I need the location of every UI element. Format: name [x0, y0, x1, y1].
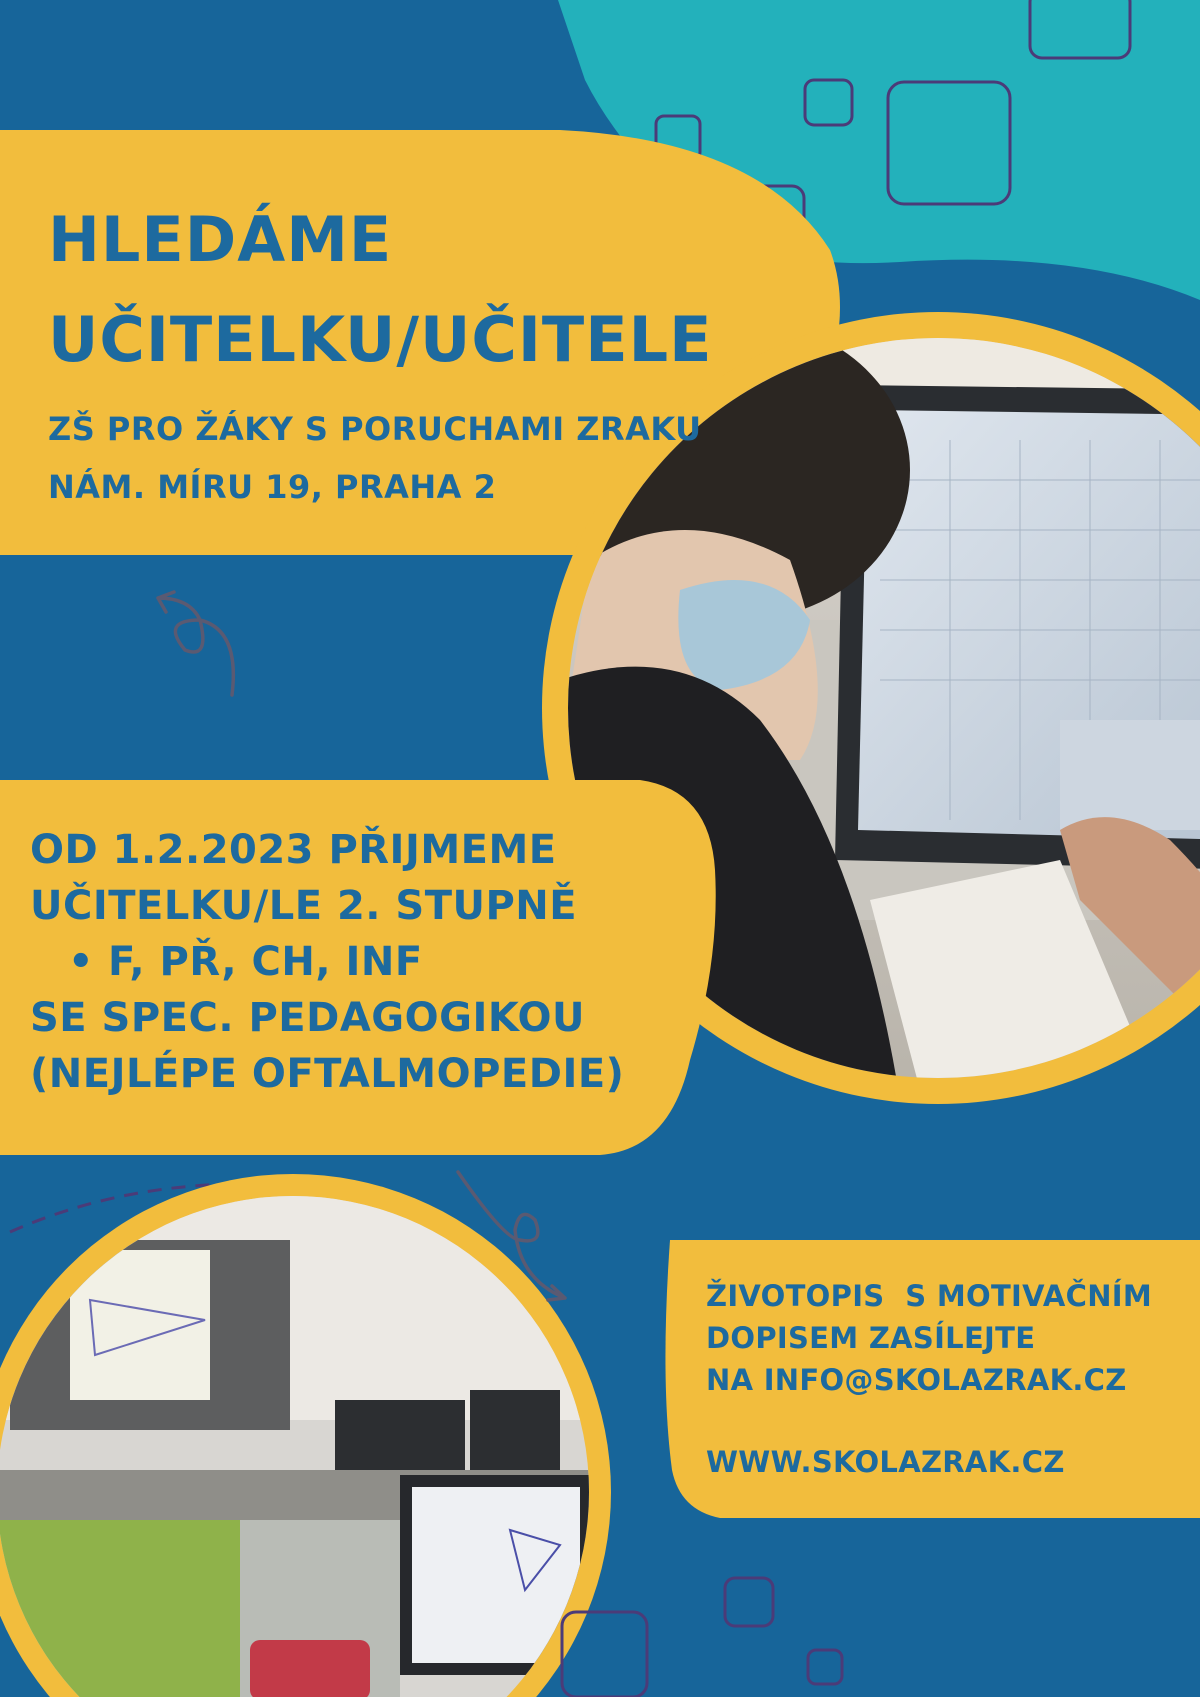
contact-line-2: DOPISEM ZASÍLEJTE — [706, 1321, 1036, 1355]
school-name: ZŠ PRO ŽÁKY S PORUCHAMI ZRAKU — [48, 410, 702, 448]
headline-line-1: HLEDÁME — [48, 203, 393, 276]
curly-arrow-icon — [158, 592, 233, 695]
headline-line-2: UČITELKU/UČITELE — [48, 303, 713, 376]
contact-line-1: ŽIVOTOPIS S MOTIVAČNÍM — [706, 1279, 1153, 1313]
contact-info — [706, 1275, 1152, 1483]
subjects-list-item — [30, 934, 624, 990]
rounded-square-outline-icon-bottom — [562, 1578, 842, 1697]
offer-line-1: OD 1.2.2023 PŘIJMEME — [30, 827, 557, 873]
job-offer — [30, 822, 624, 1102]
offer-line-4: SE SPEC. PEDAGOGIKOU — [30, 995, 586, 1041]
website-link[interactable]: WWW.SKOLAZRAK.CZ — [706, 1445, 1065, 1479]
headline — [48, 190, 712, 390]
subjects: F, PŘ, CH, INF — [108, 939, 423, 985]
school-address: NÁM. MÍRU 19, PRAHA 2 — [48, 468, 497, 506]
offer-line-5: (NEJLÉPE OFTALMOPEDIE) — [30, 1051, 625, 1097]
offer-line-2: UČITELKU/LE 2. STUPNĚ — [30, 883, 578, 929]
bullet-icon: • — [68, 939, 95, 985]
contact-email[interactable]: NA INFO@SKOLAZRAK.CZ — [706, 1363, 1127, 1397]
school-info — [48, 400, 702, 516]
